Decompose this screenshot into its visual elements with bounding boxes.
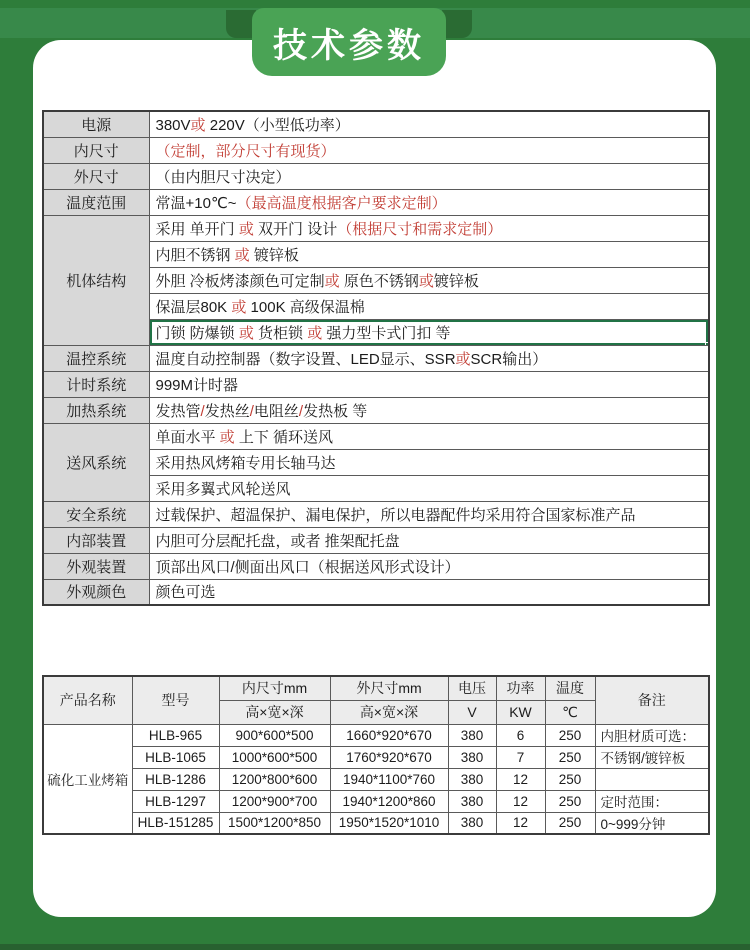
spec-label: 温控系统: [43, 345, 149, 371]
spec-value-cell: 颜色可选: [149, 579, 709, 605]
table-row: [43, 812, 709, 834]
cell-voltage: 380: [448, 746, 496, 768]
cell-power: 12: [496, 768, 545, 790]
cell-voltage: 380: [448, 768, 496, 790]
table-row: [43, 111, 709, 137]
cell-temperature: 250: [545, 724, 595, 746]
table-row: [43, 724, 709, 746]
spec-table: [42, 110, 710, 606]
spec-label: 加热系统: [43, 397, 149, 423]
col-header-product: 产品名称: [43, 676, 132, 724]
cell-temperature: 250: [545, 746, 595, 768]
col-subheader-temp-unit: ℃: [545, 700, 595, 724]
col-header-power: 功率: [496, 676, 545, 700]
cell-remark: 0~999分钟: [595, 812, 709, 834]
cell-remark: 内胆材质可选：: [595, 724, 709, 746]
spec-label: 外观颜色: [43, 579, 149, 605]
spec-value-cell: 采用多翼式风轮送风: [149, 475, 709, 501]
spec-value-cell: 999M计时器: [149, 371, 709, 397]
col-header-remark: 备注: [595, 676, 709, 724]
spec-label: 温度范围: [43, 189, 149, 215]
spec-value-cell: 保温层80K 或 100K 高级保温棉: [149, 293, 709, 319]
table-row: [43, 163, 709, 189]
cell-inner-size: 1000*600*500: [219, 746, 330, 768]
col-header-temperature: 温度: [545, 676, 595, 700]
table-row: [43, 527, 709, 553]
spec-value-cell: 顶部出风口/侧面出风口（根据送风形式设计）: [149, 553, 709, 579]
table-row: [43, 345, 709, 371]
spec-value-cell: 过载保护、超温保护、漏电保护，所以电器配件均采用符合国家标准产品: [149, 501, 709, 527]
cell-model: HLB-965: [132, 724, 219, 746]
spec-value-cell: 常温+10℃~（最高温度根据客户要求定制）: [149, 189, 709, 215]
table-row: [43, 790, 709, 812]
spec-label: 内部装置: [43, 527, 149, 553]
title-banner: [252, 8, 446, 76]
cell-outer-size: 1760*920*670: [330, 746, 448, 768]
cell-outer-size: 1940*1200*860: [330, 790, 448, 812]
cell-model: HLB-1065: [132, 746, 219, 768]
spec-value-cell: 采用热风烤箱专用长轴马达: [149, 449, 709, 475]
col-subheader-power-unit: KW: [496, 700, 545, 724]
cell-power: 7: [496, 746, 545, 768]
spec-label: 送风系统: [43, 423, 149, 501]
col-subheader-outer-dims: 高×宽×深: [330, 700, 448, 724]
spec-label: 外尺寸: [43, 163, 149, 189]
col-subheader-voltage-unit: V: [448, 700, 496, 724]
selection-fill-handle[interactable]: [705, 342, 709, 346]
table-row: [43, 553, 709, 579]
spec-value-cell: 内胆可分层配托盘，或者 推架配托盘: [149, 527, 709, 553]
spec-value-cell: 温度自动控制器（数字设置、LED显示、SSR或SCR输出）: [149, 345, 709, 371]
spec-value-cell: （定制，部分尺寸有现货）: [149, 137, 709, 163]
col-header-inner-size: 内尺寸mm: [219, 676, 330, 700]
cell-temperature: 250: [545, 790, 595, 812]
spec-value-cell: （由内胆尺寸决定）: [149, 163, 709, 189]
table-row: [43, 371, 709, 397]
cell-inner-size: 1500*1200*850: [219, 812, 330, 834]
cell-inner-size: 1200*800*600: [219, 768, 330, 790]
spec-value-cell: 内胆不锈钢 或 镀锌板: [149, 241, 709, 267]
cell-product-name: 硫化工业烤箱: [43, 724, 132, 834]
cell-inner-size: 1200*900*700: [219, 790, 330, 812]
spec-label: 安全系统: [43, 501, 149, 527]
spec-label: 外观装置: [43, 553, 149, 579]
table-row: [43, 137, 709, 163]
spec-table-container: [42, 110, 710, 606]
col-header-voltage: 电压: [448, 676, 496, 700]
cell-model: HLB-151285: [132, 812, 219, 834]
bottom-edge-shade: [0, 944, 750, 950]
cell-inner-size: 900*600*500: [219, 724, 330, 746]
spec-label: 电源: [43, 111, 149, 137]
cell-outer-size: 1940*1100*760: [330, 768, 448, 790]
cell-remark: 定时范围：: [595, 790, 709, 812]
cell-voltage: 380: [448, 724, 496, 746]
cell-outer-size: 1950*1520*1010: [330, 812, 448, 834]
cell-voltage: 380: [448, 812, 496, 834]
page-title: 技术参数: [273, 26, 425, 65]
cell-voltage: 380: [448, 790, 496, 812]
table-row: [43, 579, 709, 605]
table-row: [43, 423, 709, 449]
spec-value-cell: 380V或 220V（小型低功率）: [149, 111, 709, 137]
spec-value-cell-selected[interactable]: 门锁 防爆锁 或 货柜锁 或 强力型卡式门扣 等: [149, 319, 709, 345]
cell-model: HLB-1297: [132, 790, 219, 812]
spec-label: 内尺寸: [43, 137, 149, 163]
col-header-model: 型号: [132, 676, 219, 724]
cell-power: 6: [496, 724, 545, 746]
spec-label: 计时系统: [43, 371, 149, 397]
product-table-container: [42, 675, 710, 835]
cell-remark: 不锈钢/镀锌板: [595, 746, 709, 768]
ribbon-fold-right-icon: [442, 10, 472, 38]
cell-model: HLB-1286: [132, 768, 219, 790]
table-row: [43, 215, 709, 241]
spec-label: 机体结构: [43, 215, 149, 345]
table-row: [43, 746, 709, 768]
col-subheader-inner-dims: 高×宽×深: [219, 700, 330, 724]
spec-value-cell: 外胆 冷板烤漆颜色可定制或 原色不锈钢或镀锌板: [149, 267, 709, 293]
table-row: [43, 397, 709, 423]
cell-temperature: 250: [545, 812, 595, 834]
table-row: [43, 189, 709, 215]
col-header-outer-size: 外尺寸mm: [330, 676, 448, 700]
table-row: [43, 768, 709, 790]
spec-value-cell: 发热管/发热丝/电阻丝/发热板 等: [149, 397, 709, 423]
cell-power: 12: [496, 790, 545, 812]
spec-value-cell: 采用 单开门 或 双开门 设计（根据尺寸和需求定制）: [149, 215, 709, 241]
spec-value-cell: 单面水平 或 上下 循环送风: [149, 423, 709, 449]
cell-temperature: 250: [545, 768, 595, 790]
cell-remark: [595, 768, 709, 790]
product-table: [42, 675, 710, 835]
cell-outer-size: 1660*920*670: [330, 724, 448, 746]
cell-power: 12: [496, 812, 545, 834]
table-row: [43, 501, 709, 527]
table-header-row: [43, 676, 709, 700]
